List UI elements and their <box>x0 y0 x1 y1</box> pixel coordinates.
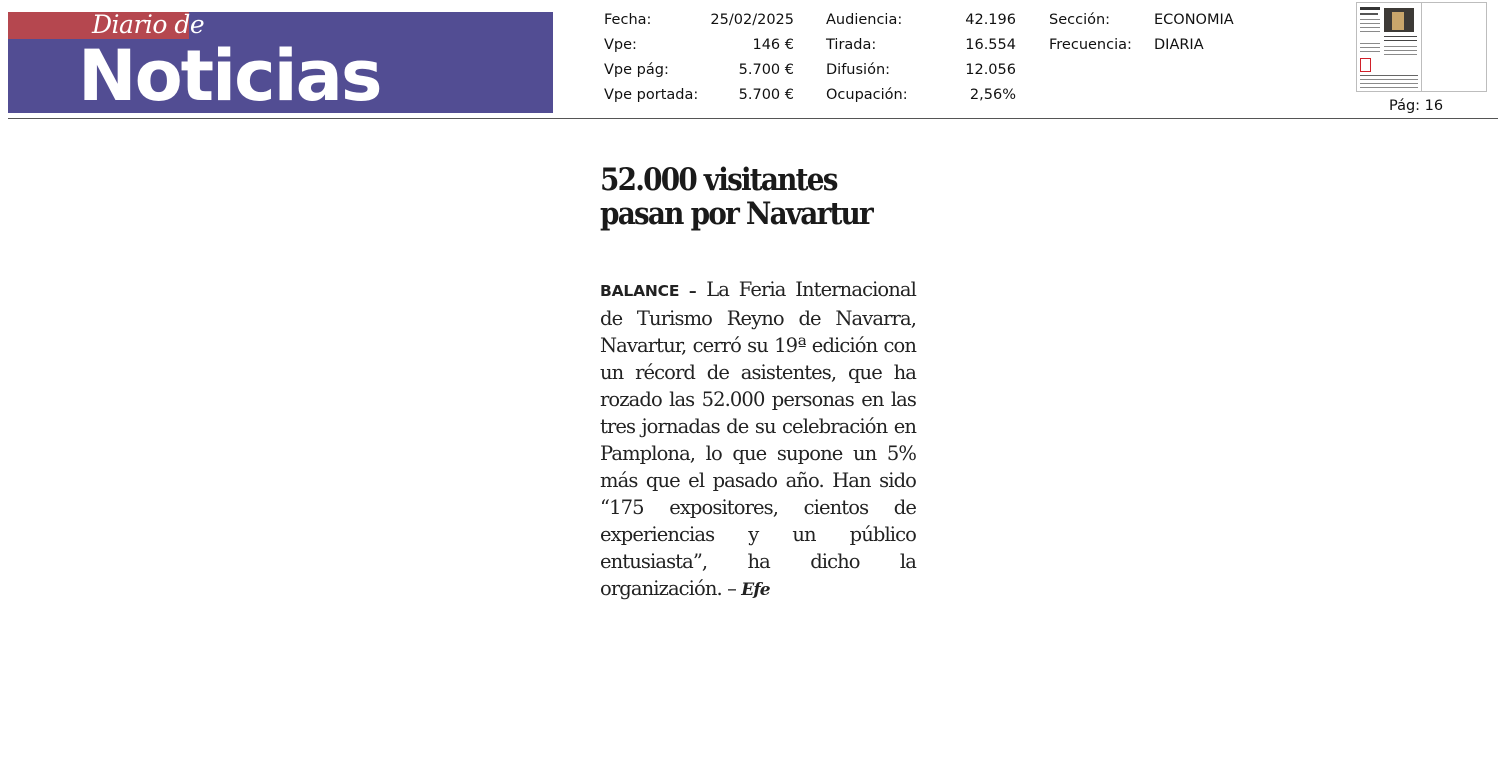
meta-row-difusion <box>826 62 1016 87</box>
thumbnail-text-line <box>1360 19 1380 20</box>
meta-label: Ocupación: <box>826 87 908 103</box>
meta-column-2 <box>826 12 1016 112</box>
article-kicker: BALANCE – <box>600 282 697 300</box>
meta-row-ocupacion <box>826 87 1016 112</box>
meta-label: Fecha: <box>604 12 652 28</box>
thumbnail-subhead <box>1360 13 1378 15</box>
meta-label: Frecuencia: <box>1049 37 1132 53</box>
meta-value: 2,56% <box>969 87 1016 103</box>
thumbnail-text-line <box>1360 23 1380 24</box>
article-source: Efe <box>741 580 770 600</box>
thumbnail-text-line <box>1360 43 1380 44</box>
newspaper-logo <box>8 12 553 113</box>
thumbnail-article-marker <box>1360 58 1371 72</box>
meta-row-audiencia <box>826 12 1016 37</box>
thumbnail-text-line <box>1384 50 1417 51</box>
thumbnail-text-line <box>1360 79 1418 80</box>
meta-row-tirada <box>826 37 1016 62</box>
article-text: La Feria Internacional de Turismo Reyno de Navarra, Navartur, cerró su 19ª edición con un récord de asistentes, que ha rozado las 52.000 personas en las tres jornadas de su celebración en Pamplona, lo que supone un 5% más que el pasado año. Han sido “175 expositores, cientos de experiencias y un público entusiasta”, ha dicho la organización. <box>600 278 916 600</box>
thumbnail-text-line <box>1360 27 1380 28</box>
thumbnail-photo-figure <box>1392 12 1404 30</box>
headline-line: pasan por Navartur <box>600 196 872 232</box>
meta-value: 5.700 € <box>738 87 794 103</box>
page-number: Pág: 16 <box>1389 98 1444 114</box>
meta-label: Vpe pág: <box>604 62 669 78</box>
thumbnail-text-line <box>1384 40 1417 41</box>
meta-label: Vpe: <box>604 37 637 53</box>
headline-line: 52.000 visitantes <box>600 162 837 198</box>
meta-label: Sección: <box>1049 12 1111 28</box>
meta-value: ECONOMIA <box>1154 12 1234 28</box>
thumbnail-headline <box>1360 7 1380 10</box>
thumbnail-text-line <box>1384 54 1417 55</box>
meta-column-1 <box>604 12 794 112</box>
meta-label: Difusión: <box>826 62 891 78</box>
page-thumbnail-blank[interactable] <box>1421 2 1487 92</box>
source-dash: – <box>721 577 736 600</box>
meta-row-vpe-portada <box>604 87 794 112</box>
meta-value: 12.056 <box>965 62 1016 78</box>
meta-column-3 <box>1049 12 1234 62</box>
meta-row-frecuencia <box>1049 37 1234 62</box>
meta-value: DIARIA <box>1154 37 1204 53</box>
thumbnail-text-line <box>1360 75 1418 76</box>
thumbnail-text-line <box>1384 36 1417 37</box>
thumbnail-text-line <box>1360 83 1418 84</box>
meta-value: 42.196 <box>965 12 1016 28</box>
header-divider <box>8 118 1498 119</box>
thumbnail-text-line <box>1384 46 1417 47</box>
page-thumbnail[interactable] <box>1356 2 1422 92</box>
thumbnail-text-line <box>1360 87 1418 88</box>
meta-row-vpe <box>604 37 794 62</box>
meta-label: Tirada: <box>826 37 877 53</box>
meta-row-vpe-pag <box>604 62 794 87</box>
meta-row-fecha <box>604 12 794 37</box>
article-headline <box>600 163 897 231</box>
thumbnail-text-line <box>1360 51 1380 52</box>
thumbnail-text-line <box>1360 47 1380 48</box>
meta-label: Audiencia: <box>826 12 903 28</box>
article-body <box>600 276 916 604</box>
logo-name: Noticias <box>78 35 381 113</box>
logo-top-line: Diario de <box>92 12 205 39</box>
meta-value: 25/02/2025 <box>710 12 794 28</box>
meta-value: 5.700 € <box>738 62 794 78</box>
meta-value: 16.554 <box>965 37 1016 53</box>
thumbnail-photo <box>1384 8 1414 32</box>
meta-row-seccion <box>1049 12 1234 37</box>
thumbnail-text-line <box>1360 31 1380 32</box>
meta-label: Vpe portada: <box>604 87 699 103</box>
meta-value: 146 € <box>752 37 794 53</box>
